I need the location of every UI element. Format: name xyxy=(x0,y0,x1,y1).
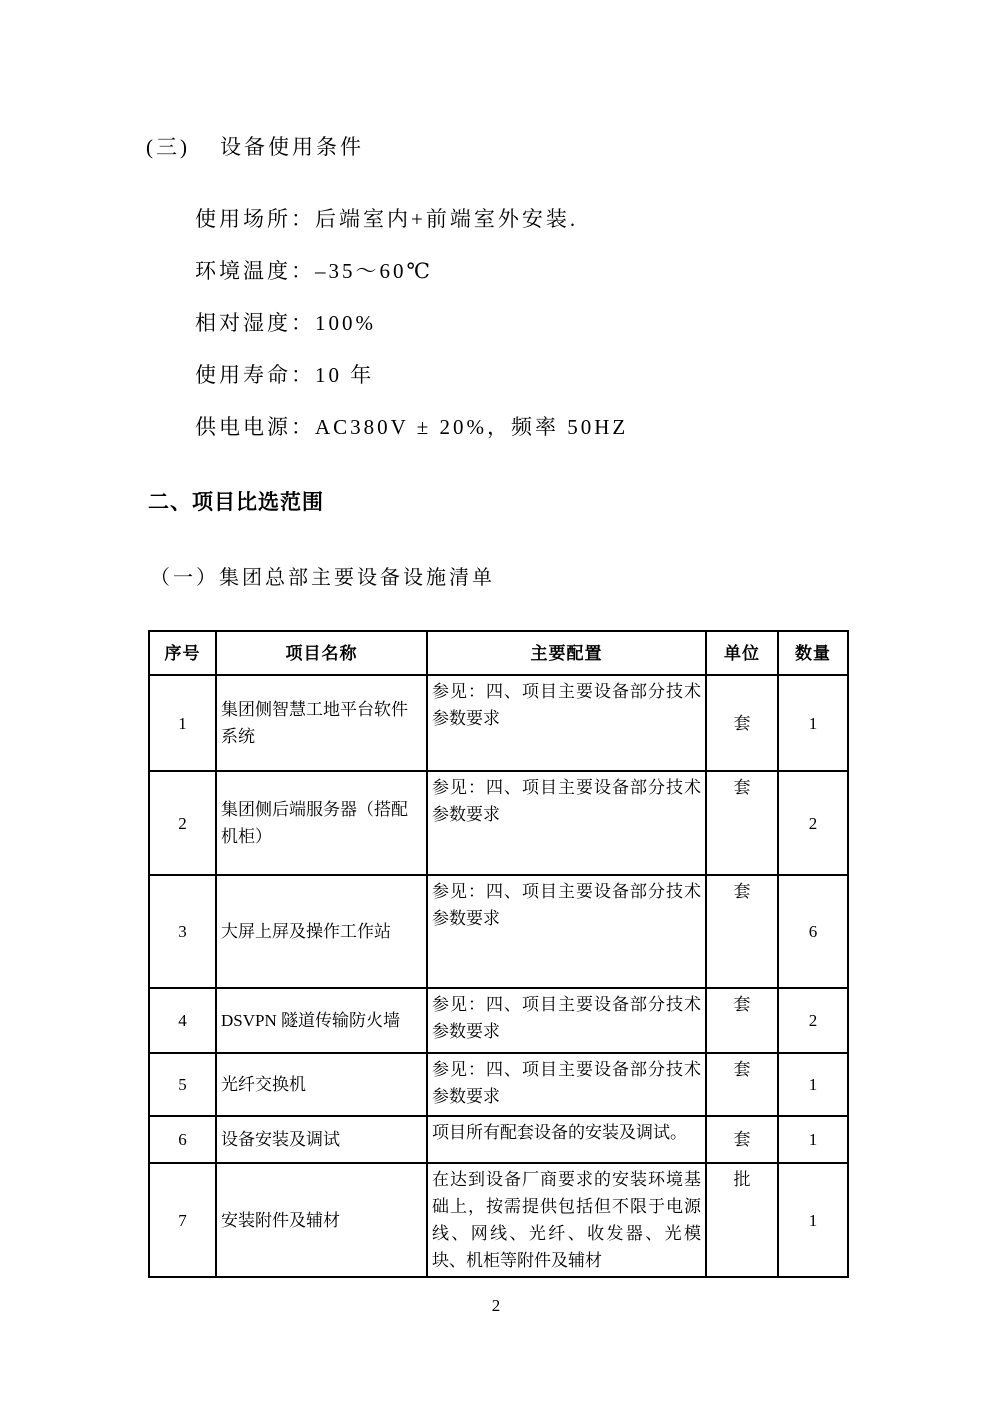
cell-name: 设备安装及调试 xyxy=(216,1116,427,1163)
equipment-list-table xyxy=(148,630,849,1278)
cell-unit: 套 xyxy=(706,875,778,988)
subsection-heading: （一）集团总部主要设备设施清单 xyxy=(150,567,495,589)
cell-no: 2 xyxy=(149,771,216,875)
cell-config: 参见：四、项目主要设备部分技术参数要求 xyxy=(427,988,706,1053)
cell-config: 参见：四、项目主要设备部分技术参数要求 xyxy=(427,1053,706,1116)
table-row xyxy=(149,988,848,1053)
cell-qty: 1 xyxy=(778,1053,848,1116)
cell-qty: 2 xyxy=(778,988,848,1053)
header-no: 序号 xyxy=(149,631,216,675)
cell-unit: 套 xyxy=(706,988,778,1053)
cell-unit: 套 xyxy=(706,1116,778,1163)
condition-relative-humidity: 相对湿度：100% xyxy=(195,311,376,335)
section-heading xyxy=(146,131,364,161)
cell-qty: 1 xyxy=(778,675,848,771)
cell-unit: 批 xyxy=(706,1163,778,1277)
cell-unit: 套 xyxy=(706,1053,778,1116)
cell-no: 4 xyxy=(149,988,216,1053)
cell-config: 项目所有配套设备的安装及调试。 xyxy=(427,1116,706,1163)
condition-ambient-temperature: 环境温度：–35～60℃ xyxy=(195,259,433,283)
cell-unit: 套 xyxy=(706,675,778,771)
header-qty: 数量 xyxy=(778,631,848,675)
cell-qty: 1 xyxy=(778,1163,848,1277)
table-row xyxy=(149,1053,848,1116)
cell-name: 集团侧智慧工地平台软件系统 xyxy=(216,675,427,771)
table-row xyxy=(149,1116,848,1163)
cell-no: 3 xyxy=(149,875,216,988)
cell-name: 安装附件及辅材 xyxy=(216,1163,427,1277)
header-unit: 单位 xyxy=(706,631,778,675)
cell-no: 5 xyxy=(149,1053,216,1116)
cell-qty: 6 xyxy=(778,875,848,988)
cell-no: 1 xyxy=(149,675,216,771)
table-header-row xyxy=(149,631,848,675)
header-config: 主要配置 xyxy=(427,631,706,675)
page-number: 2 xyxy=(491,1296,501,1315)
cell-name: DSVPN 隧道传输防火墙 xyxy=(216,988,427,1053)
section-numbering: (三) xyxy=(146,135,190,159)
cell-name: 集团侧后端服务器（搭配机柜） xyxy=(216,771,427,875)
usage-conditions xyxy=(195,206,628,466)
condition-usage-place: 使用场所：后端室内+前端室外安装. xyxy=(195,207,579,231)
cell-name: 大屏上屏及操作工作站 xyxy=(216,875,427,988)
table-row xyxy=(149,1163,848,1277)
section-title: 设备使用条件 xyxy=(220,135,364,159)
cell-name: 光纤交换机 xyxy=(216,1053,427,1116)
cell-qty: 2 xyxy=(778,771,848,875)
table-row xyxy=(149,675,848,771)
chapter-heading: 二、项目比选范围 xyxy=(148,490,324,514)
condition-power-supply: 供电电源：AC380V ± 20%，频率 50HZ xyxy=(195,415,629,439)
table-row xyxy=(149,771,848,875)
condition-service-life: 使用寿命：10 年 xyxy=(195,363,375,387)
cell-qty: 1 xyxy=(778,1116,848,1163)
header-name: 项目名称 xyxy=(216,631,427,675)
table-row xyxy=(149,875,848,988)
cell-no: 6 xyxy=(149,1116,216,1163)
cell-config: 在达到设备厂商要求的安装环境基础上，按需提供包括但不限于电源线、网线、光纤、收发器、光模块、机柜等附件及辅材 xyxy=(427,1163,706,1277)
cell-config: 参见：四、项目主要设备部分技术参数要求 xyxy=(427,875,706,988)
cell-config: 参见：四、项目主要设备部分技术参数要求 xyxy=(427,675,706,771)
cell-unit: 套 xyxy=(706,771,778,875)
cell-no: 7 xyxy=(149,1163,216,1277)
cell-config: 参见：四、项目主要设备部分技术参数要求 xyxy=(427,771,706,875)
